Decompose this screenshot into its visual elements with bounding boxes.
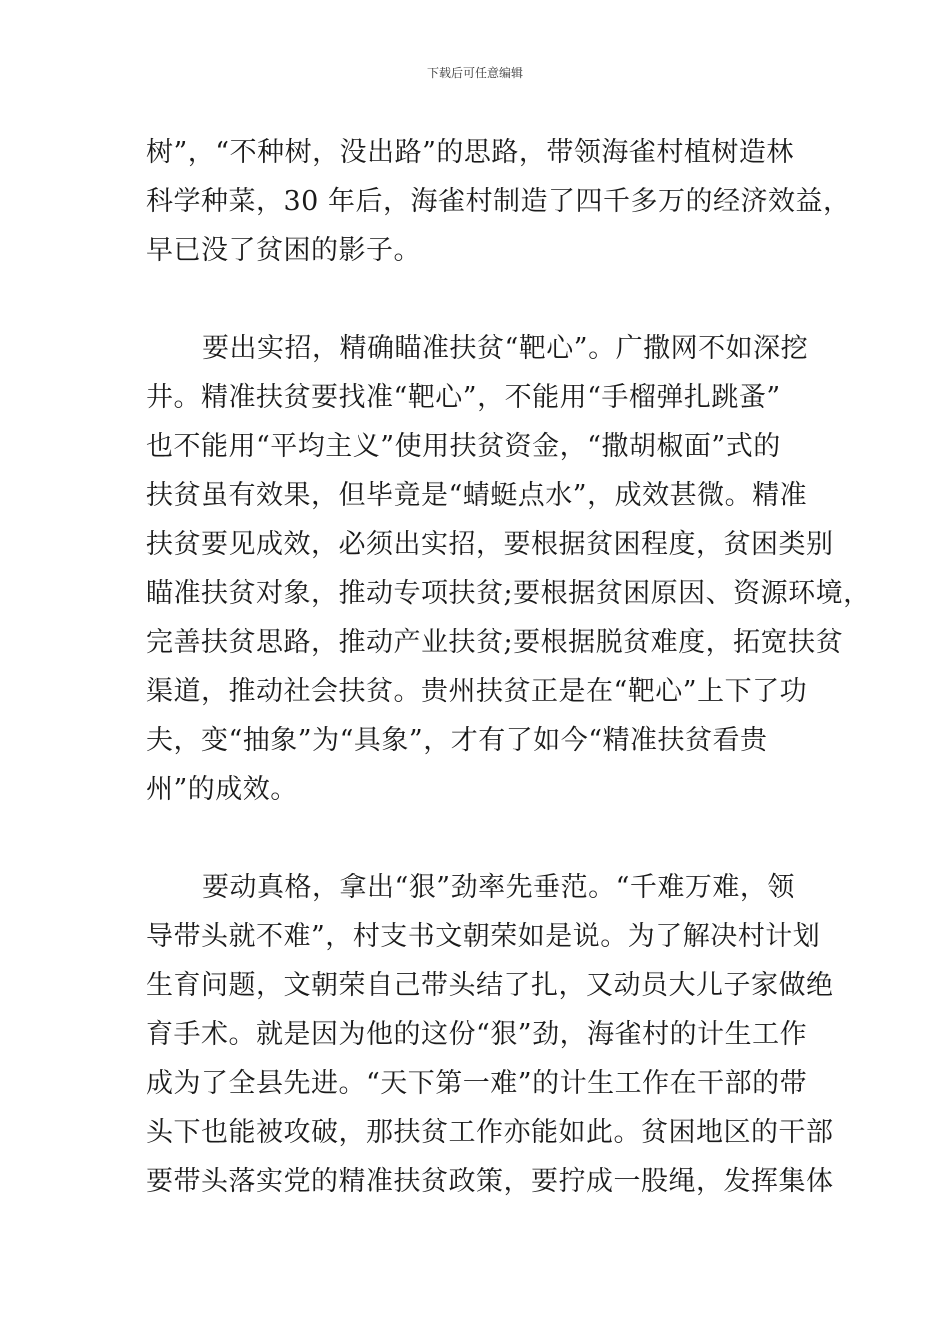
- text-line: 瞄准扶贫对象，推动专项扶贫;要根据贫困原因、资源环境，: [146, 578, 871, 609]
- text-line: 头下也能被攻破，那扶贫工作亦能如此。贫困地区的干部: [146, 1117, 834, 1148]
- text-line: 要动真格，拿出“狠”劲率先垂范。“千难万难，领: [202, 872, 795, 903]
- paragraph-3: [146, 863, 834, 1206]
- text-line: 渠道，推动社会扶贫。贵州扶贫正是在“靶心”上下了功: [146, 676, 808, 707]
- document-body: [146, 128, 871, 1206]
- text-line: 完善扶贫思路，推动产业扶贫;要根据脱贫难度，拓宽扶贫: [146, 627, 844, 658]
- paragraph-1: [146, 128, 851, 275]
- page-header: 下载后可任意编辑: [426, 66, 523, 80]
- text-line: 扶贫要见成效，必须出实招，要根据贫困程度，贫困类别: [146, 529, 834, 560]
- text-line: 也不能用“平均主义”使用扶贫资金，“撒胡椒面”式的: [146, 431, 781, 462]
- text-line: 州”的成效。: [146, 774, 298, 805]
- text-line: 育手术。就是因为他的这份“狠”劲，海雀村的计生工作: [146, 1019, 808, 1050]
- text-line: 井。精准扶贫要找准“靶心”，不能用“手榴弹扎跳蚤”: [146, 382, 781, 413]
- paragraph-gap: [146, 275, 826, 324]
- text-line: 树”，“不种树，没出路”的思路，带领海雀村植树造林: [146, 137, 794, 168]
- paragraph-2: [146, 324, 871, 814]
- text-line: 夫，变“抽象”为“具象”，才有了如今“精准扶贫看贵: [146, 725, 768, 756]
- text-line: 导带头就不难”，村支书文朝荣如是说。为了解决村计划: [146, 921, 821, 952]
- text-line: 要带头落实党的精准扶贫政策，要拧成一股绳，发挥集体: [146, 1166, 834, 1197]
- text-line: 扶贫虽有效果，但毕竟是“蜻蜓点水”，成效甚微。精准: [146, 480, 808, 511]
- paragraph-gap: [146, 814, 826, 863]
- text-line: 生育问题，文朝荣自己带头结了扎，又动员大儿子家做绝: [146, 970, 834, 1001]
- text-line: 早已没了贫困的影子。: [146, 235, 421, 266]
- text-line: 科学种菜，30 年后，海雀村制造了四千多万的经济效益，: [146, 186, 851, 217]
- text-line: 要出实招，精确瞄准扶贫“靶心”。广撒网不如深挖: [202, 333, 809, 364]
- text-line: 成为了全县先进。“天下第一难”的计生工作在干部的带: [146, 1068, 808, 1099]
